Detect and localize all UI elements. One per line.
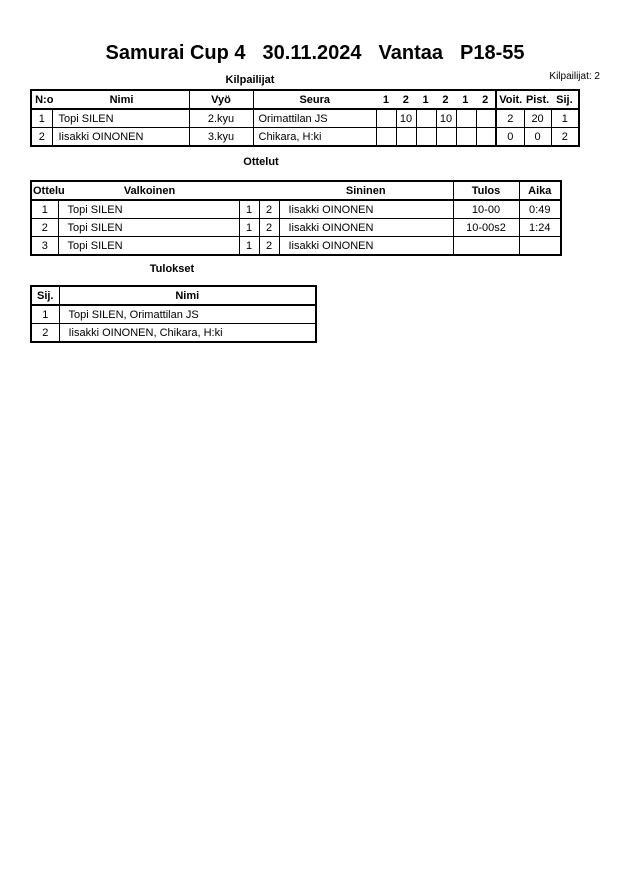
cell-voit: 2 bbox=[496, 109, 524, 128]
matches-table bbox=[30, 180, 562, 256]
competitor-row bbox=[31, 128, 579, 147]
cell-match-no: 1 bbox=[31, 200, 58, 219]
cell-valkoinen: Topi SILEN bbox=[58, 237, 239, 256]
cell-result-sij: 2 bbox=[31, 324, 59, 343]
match-row bbox=[31, 219, 561, 237]
cell-score bbox=[416, 128, 436, 147]
cell-seura: Chikara, H:ki bbox=[253, 128, 376, 147]
header-spacer-2 bbox=[259, 181, 279, 200]
ottelut-heading: Ottelut bbox=[243, 156, 279, 168]
cell-voit: 0 bbox=[496, 128, 524, 147]
title-event: Samurai Cup 4 bbox=[105, 42, 246, 64]
header-tulos: Tulos bbox=[453, 181, 519, 200]
header-score-5: 1 bbox=[462, 93, 469, 106]
cell-pist: 20 bbox=[524, 109, 551, 128]
cell-tulos: 10-00s2 bbox=[453, 219, 519, 237]
cell-score bbox=[376, 128, 396, 147]
cell-flag-1: 1 bbox=[239, 237, 259, 256]
cell-result-nimi: Iisakki OINONEN, Chikara, H:ki bbox=[59, 324, 316, 343]
header-score-1: 1 bbox=[382, 93, 389, 106]
cell-sij: 2 bbox=[551, 128, 579, 147]
kilpailijat-heading: Kilpailijat bbox=[225, 74, 275, 86]
cell-valkoinen: Topi SILEN bbox=[58, 200, 239, 219]
match-row bbox=[31, 237, 561, 256]
cell-match-no: 3 bbox=[31, 237, 58, 256]
cell-sij: 1 bbox=[551, 109, 579, 128]
competitors-header-row bbox=[31, 90, 579, 109]
header-ottelu: Ottelu bbox=[33, 184, 65, 197]
results-table bbox=[30, 285, 317, 343]
title-date: 30.11.2024 bbox=[262, 42, 362, 64]
header-result-sij: Sij. bbox=[31, 286, 59, 305]
cell-valkoinen: Topi SILEN bbox=[58, 219, 239, 237]
header-sij: Sij. bbox=[556, 93, 573, 106]
cell-nimi: Iisakki OINONEN bbox=[52, 128, 189, 147]
cell-seura: Orimattilan JS bbox=[253, 109, 376, 128]
cell-result-nimi: Topi SILEN, Orimattilan JS bbox=[59, 305, 316, 324]
header-result-nimi: Nimi bbox=[59, 286, 316, 305]
cell-vyo: 2.kyu bbox=[189, 109, 253, 128]
cell-match-no: 2 bbox=[31, 219, 58, 237]
header-spacer-1 bbox=[239, 181, 259, 200]
cell-sininen: Iisakki OINONEN bbox=[279, 219, 453, 237]
matches-header-row bbox=[31, 181, 561, 200]
cell-pist: 0 bbox=[524, 128, 551, 147]
cell-score bbox=[396, 128, 416, 147]
header-score-4: 2 bbox=[442, 93, 449, 106]
header-voit-pist-sij bbox=[496, 90, 579, 109]
cell-nimi: Topi SILEN bbox=[52, 109, 189, 128]
header-vyo: Vyö bbox=[189, 90, 253, 109]
cell-sininen: Iisakki OINONEN bbox=[279, 200, 453, 219]
match-row bbox=[31, 200, 561, 219]
header-score-6: 2 bbox=[482, 93, 489, 106]
cell-tulos: 10-00 bbox=[453, 200, 519, 219]
competitors-count: Kilpailijat: 2 bbox=[549, 71, 600, 82]
competitor-row bbox=[31, 109, 579, 128]
header-score-columns bbox=[376, 90, 496, 109]
title-category: P18-55 bbox=[460, 42, 525, 64]
cell-score bbox=[456, 128, 476, 147]
page-title bbox=[0, 42, 630, 65]
cell-no: 2 bbox=[31, 128, 52, 147]
cell-no: 1 bbox=[31, 109, 52, 128]
cell-aika bbox=[519, 237, 561, 256]
cell-score bbox=[416, 109, 436, 128]
cell-score bbox=[456, 109, 476, 128]
title-city: Vantaa bbox=[378, 42, 444, 64]
header-score-3: 1 bbox=[422, 93, 429, 106]
cell-vyo: 3.kyu bbox=[189, 128, 253, 147]
cell-aika: 0:49 bbox=[519, 200, 561, 219]
cell-flag-2: 2 bbox=[259, 200, 279, 219]
header-voit: Voit. bbox=[499, 93, 523, 106]
cell-score bbox=[476, 128, 496, 147]
tulokset-heading: Tulokset bbox=[149, 263, 195, 275]
cell-tulos bbox=[453, 237, 519, 256]
cell-aika: 1:24 bbox=[519, 219, 561, 237]
cell-score: 10 bbox=[436, 109, 456, 128]
cell-score bbox=[376, 109, 396, 128]
cell-score bbox=[476, 109, 496, 128]
competitors-table bbox=[30, 89, 580, 147]
header-valkoinen: Valkoinen bbox=[123, 184, 176, 197]
results-header-row bbox=[31, 286, 316, 305]
cell-sininen: Iisakki OINONEN bbox=[279, 237, 453, 256]
result-row bbox=[31, 305, 316, 324]
cell-result-sij: 1 bbox=[31, 305, 59, 324]
header-pist: Pist. bbox=[525, 93, 550, 106]
cell-flag-2: 2 bbox=[259, 219, 279, 237]
result-row bbox=[31, 324, 316, 343]
header-seura: Seura bbox=[253, 90, 376, 109]
header-no: N:o bbox=[35, 93, 54, 106]
cell-flag-1: 1 bbox=[239, 200, 259, 219]
cell-score: 10 bbox=[396, 109, 416, 128]
header-aika: Aika bbox=[519, 181, 561, 200]
cell-score bbox=[436, 128, 456, 147]
header-ottelu-valkoinen bbox=[31, 181, 239, 200]
header-nimi: Nimi bbox=[109, 93, 134, 106]
header-score-2: 2 bbox=[402, 93, 409, 106]
header-sininen: Sininen bbox=[279, 181, 453, 200]
header-no-nimi bbox=[31, 90, 189, 109]
cell-flag-1: 1 bbox=[239, 219, 259, 237]
cell-flag-2: 2 bbox=[259, 237, 279, 256]
